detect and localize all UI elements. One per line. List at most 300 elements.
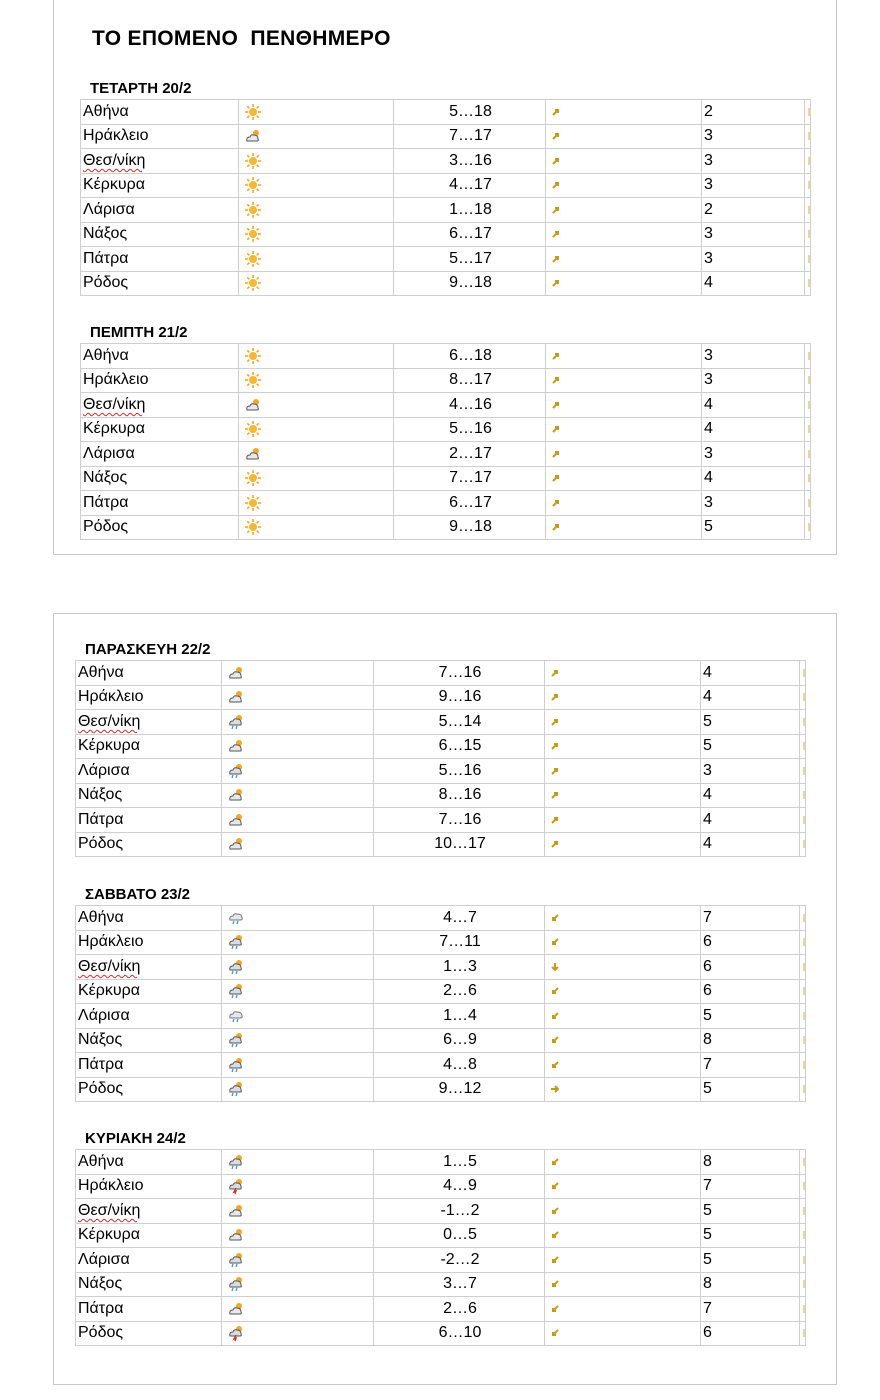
city-name: Λάρισα — [78, 1250, 130, 1268]
truncated-column-cell — [805, 442, 811, 467]
wind-arrow-ne-icon — [545, 783, 701, 808]
day-section-thursday — [80, 323, 811, 540]
truncated-column-cell — [800, 685, 806, 710]
document-title: ΤΟ ΕΠΟΜΕΝΟ ΠΕΝΘΗΜΕΡΟ — [92, 27, 391, 50]
beaufort-cell: 5 — [701, 1248, 800, 1273]
truncated-column-cell — [800, 783, 806, 808]
clipped-icon — [808, 352, 810, 360]
table-row — [76, 710, 806, 735]
wind-arrow-ne-icon — [546, 515, 702, 540]
table-row — [81, 393, 811, 418]
temperature-cell: 10…17 — [374, 832, 545, 857]
wind-arrow-sw-icon — [545, 1272, 701, 1297]
clipped-icon — [808, 450, 810, 458]
city-cell — [81, 417, 239, 442]
clipped-icon — [808, 376, 810, 384]
temperature-cell: 4…8 — [374, 1053, 545, 1078]
cloud-sun-rain-icon — [222, 930, 374, 955]
city-name: Λάρισα — [78, 761, 130, 779]
wind-arrow-ne-icon — [545, 661, 701, 686]
day-heading: ΠΕΜΠΤΗ 21/2 — [90, 324, 188, 341]
table-row — [76, 1297, 806, 1322]
table-row — [81, 173, 811, 198]
temperature-cell: 7…11 — [374, 930, 545, 955]
wind-arrow-sw-icon — [545, 930, 701, 955]
temperature-cell: 7…16 — [374, 661, 545, 686]
cloud-sun-icon — [222, 661, 374, 686]
temperature-cell: 7…17 — [394, 124, 546, 149]
wind-arrow-sw-icon — [545, 979, 701, 1004]
city-name: Αθήνα — [83, 346, 129, 364]
city-cell — [81, 247, 239, 272]
truncated-column-cell — [805, 173, 811, 198]
city-cell — [81, 222, 239, 247]
city-name: Ρόδος — [78, 835, 124, 853]
truncated-column-cell — [800, 1199, 806, 1224]
document-page-2 — [53, 613, 837, 1385]
city-cell — [76, 930, 222, 955]
beaufort-cell: 5 — [701, 1199, 800, 1224]
beaufort-cell: 2 — [702, 100, 805, 125]
cloud-sun-icon — [239, 393, 394, 418]
wind-arrow-ne-icon — [546, 271, 702, 296]
city-name: Ηράκλειο — [78, 688, 144, 706]
wind-arrow-ne-icon — [546, 222, 702, 247]
temperature-cell: 3…7 — [374, 1272, 545, 1297]
clipped-icon — [803, 791, 805, 799]
wind-arrow-sw-icon — [545, 1297, 701, 1322]
clipped-icon — [803, 1256, 805, 1264]
table-row — [81, 368, 811, 393]
table-row — [81, 466, 811, 491]
clipped-icon — [803, 767, 805, 775]
city-cell — [76, 1321, 222, 1346]
forecast-table — [75, 660, 806, 857]
city-name: Θεσ/νίκη — [78, 712, 141, 730]
city-name: Λάρισα — [83, 444, 135, 462]
city-name: Ρόδος — [83, 274, 129, 292]
table-row — [76, 1150, 806, 1175]
beaufort-cell: 5 — [701, 1004, 800, 1029]
beaufort-cell: 3 — [702, 344, 805, 369]
sun-icon — [239, 100, 394, 125]
table-row — [76, 1174, 806, 1199]
truncated-column-cell — [800, 1077, 806, 1102]
wind-arrow-ne-icon — [545, 832, 701, 857]
day-section-sunday — [75, 1129, 806, 1346]
beaufort-cell: 3 — [702, 173, 805, 198]
beaufort-cell: 3 — [701, 759, 800, 784]
city-cell — [76, 832, 222, 857]
city-name: Αθήνα — [78, 663, 124, 681]
city-cell — [81, 491, 239, 516]
sun-icon — [239, 271, 394, 296]
truncated-column-cell — [800, 930, 806, 955]
city-name: Πάτρα — [83, 249, 129, 267]
temperature-cell: 6…17 — [394, 222, 546, 247]
truncated-column-cell — [800, 808, 806, 833]
cloud-sun-rain-icon — [222, 1028, 374, 1053]
beaufort-cell: 7 — [701, 1053, 800, 1078]
sun-icon — [239, 247, 394, 272]
table-row — [76, 808, 806, 833]
temperature-cell: 4…17 — [394, 173, 546, 198]
temperature-cell: 6…9 — [374, 1028, 545, 1053]
day-heading: ΚΥΡΙΑΚΗ 24/2 — [85, 1130, 186, 1147]
clipped-icon — [808, 279, 810, 287]
city-cell — [76, 1223, 222, 1248]
table-row — [76, 1199, 806, 1224]
cloud-sun-icon — [222, 783, 374, 808]
truncated-column-cell — [800, 955, 806, 980]
city-cell — [76, 661, 222, 686]
temperature-cell: 8…17 — [394, 368, 546, 393]
beaufort-cell: 6 — [701, 979, 800, 1004]
beaufort-cell: 7 — [701, 1297, 800, 1322]
city-name: Κέρκυρα — [78, 737, 141, 755]
city-cell — [76, 710, 222, 735]
temperature-cell: 9…12 — [374, 1077, 545, 1102]
city-name: Αθήνα — [78, 1152, 124, 1170]
day-section-saturday — [75, 885, 806, 1102]
city-cell — [76, 1028, 222, 1053]
truncated-column-cell — [805, 344, 811, 369]
city-cell — [76, 1150, 222, 1175]
day-heading: ΣΑΒΒΑΤΟ 23/2 — [85, 886, 191, 903]
temperature-cell: -2…2 — [374, 1248, 545, 1273]
city-name: Ρόδος — [78, 1080, 124, 1098]
table-row — [81, 124, 811, 149]
temperature-cell: 5…16 — [374, 759, 545, 784]
wind-arrow-ne-icon — [545, 734, 701, 759]
city-name: Ρόδος — [83, 518, 129, 536]
forecast-table — [75, 905, 806, 1102]
table-row — [76, 1077, 806, 1102]
wind-arrow-ne-icon — [546, 368, 702, 393]
table-row — [81, 271, 811, 296]
city-cell — [81, 442, 239, 467]
temperature-cell: -1…2 — [374, 1199, 545, 1224]
city-cell — [76, 1199, 222, 1224]
truncated-column-cell — [800, 661, 806, 686]
temperature-cell: 6…17 — [394, 491, 546, 516]
beaufort-cell: 2 — [702, 198, 805, 223]
sun-icon — [239, 368, 394, 393]
truncated-column-cell — [805, 271, 811, 296]
table-row — [76, 734, 806, 759]
cloud-rain-icon — [222, 906, 374, 931]
beaufort-cell: 4 — [702, 417, 805, 442]
temperature-cell: 5…18 — [394, 100, 546, 125]
city-cell — [81, 198, 239, 223]
cloud-sun-icon — [222, 734, 374, 759]
table-row — [81, 515, 811, 540]
cloud-sun-rain-icon — [222, 979, 374, 1004]
city-cell — [76, 783, 222, 808]
truncated-column-cell — [800, 1150, 806, 1175]
beaufort-cell: 5 — [701, 1223, 800, 1248]
city-name: Πάτρα — [78, 1055, 124, 1073]
city-cell — [76, 685, 222, 710]
temperature-cell: 5…14 — [374, 710, 545, 735]
beaufort-cell: 4 — [701, 783, 800, 808]
beaufort-cell: 6 — [701, 1321, 800, 1346]
clipped-icon — [803, 938, 805, 946]
city-cell — [76, 1297, 222, 1322]
temperature-cell: 1…4 — [374, 1004, 545, 1029]
sun-icon — [239, 491, 394, 516]
city-cell — [81, 344, 239, 369]
beaufort-cell: 7 — [701, 1174, 800, 1199]
temperature-cell: 9…18 — [394, 515, 546, 540]
forecast-table — [75, 1149, 806, 1346]
temperature-cell: 5…17 — [394, 247, 546, 272]
clipped-icon — [803, 1231, 805, 1239]
truncated-column-cell — [805, 417, 811, 442]
day-section-wednesday — [80, 79, 811, 296]
cloud-sun-rain-icon — [222, 1150, 374, 1175]
beaufort-cell: 3 — [702, 247, 805, 272]
city-cell — [81, 368, 239, 393]
clipped-icon — [803, 1061, 805, 1069]
table-row — [76, 1321, 806, 1346]
temperature-cell: 6…18 — [394, 344, 546, 369]
table-row — [81, 417, 811, 442]
city-cell — [76, 906, 222, 931]
truncated-column-cell — [800, 1321, 806, 1346]
table-row — [76, 979, 806, 1004]
table-row — [81, 222, 811, 247]
city-name: Λάρισα — [83, 200, 135, 218]
wind-arrow-ne-icon — [546, 491, 702, 516]
beaufort-cell: 4 — [702, 271, 805, 296]
clipped-icon — [808, 425, 810, 433]
city-name: Θεσ/νίκη — [83, 395, 146, 413]
table-row — [76, 955, 806, 980]
table-row — [76, 906, 806, 931]
city-name: Θεσ/νίκη — [78, 1201, 141, 1219]
wind-arrow-ne-icon — [546, 442, 702, 467]
city-name: Κέρκυρα — [78, 1226, 141, 1244]
day-section-friday — [75, 640, 806, 857]
clipped-icon — [803, 816, 805, 824]
clipped-icon — [808, 523, 810, 531]
cloud-sun-rain-icon — [222, 759, 374, 784]
wind-arrow-sw-icon — [545, 1223, 701, 1248]
city-name: Νάξος — [83, 469, 128, 487]
cloud-sun-icon — [239, 442, 394, 467]
cloud-sun-icon — [222, 832, 374, 857]
truncated-column-cell — [800, 1297, 806, 1322]
wind-arrow-ne-icon — [546, 247, 702, 272]
temperature-cell: 7…17 — [394, 466, 546, 491]
beaufort-cell: 4 — [702, 466, 805, 491]
clipped-icon — [803, 840, 805, 848]
beaufort-cell: 8 — [701, 1150, 800, 1175]
truncated-column-cell — [805, 393, 811, 418]
cloud-sun-icon — [222, 1199, 374, 1224]
truncated-column-cell — [805, 247, 811, 272]
city-name: Ηράκλειο — [78, 933, 144, 951]
truncated-column-cell — [805, 368, 811, 393]
clipped-icon — [808, 255, 810, 263]
cloud-sun-rain-icon — [222, 1053, 374, 1078]
clipped-icon — [808, 157, 810, 165]
cloud-sun-rain-icon — [222, 1272, 374, 1297]
temperature-cell: 9…18 — [394, 271, 546, 296]
beaufort-cell: 8 — [701, 1272, 800, 1297]
clipped-icon — [803, 914, 805, 922]
city-cell — [81, 124, 239, 149]
table-row — [76, 1248, 806, 1273]
day-heading: ΤΕΤΑΡΤΗ 20/2 — [90, 80, 192, 97]
wind-arrow-ne-icon — [546, 149, 702, 174]
beaufort-cell: 3 — [702, 222, 805, 247]
beaufort-cell: 4 — [702, 393, 805, 418]
clipped-icon — [808, 206, 810, 214]
sun-icon — [239, 344, 394, 369]
beaufort-cell: 5 — [702, 515, 805, 540]
wind-arrow-ne-icon — [546, 344, 702, 369]
city-name: Νάξος — [78, 1031, 123, 1049]
city-name: Πάτρα — [83, 493, 129, 511]
city-cell — [81, 466, 239, 491]
document-page-1 — [53, 0, 837, 555]
wind-arrow-ne-icon — [546, 124, 702, 149]
sun-icon — [239, 466, 394, 491]
table-row — [81, 149, 811, 174]
clipped-icon — [803, 1280, 805, 1288]
clipped-icon — [808, 401, 810, 409]
clipped-icon — [808, 132, 810, 140]
wind-arrow-sw-icon — [545, 1028, 701, 1053]
city-name: Ηράκλειο — [78, 1177, 144, 1195]
temperature-cell: 1…5 — [374, 1150, 545, 1175]
beaufort-cell: 6 — [701, 930, 800, 955]
city-name: Νάξος — [78, 786, 123, 804]
beaufort-cell: 3 — [702, 491, 805, 516]
clipped-icon — [803, 1207, 805, 1215]
clipped-icon — [803, 1085, 805, 1093]
temperature-cell: 2…6 — [374, 1297, 545, 1322]
temperature-cell: 2…17 — [394, 442, 546, 467]
sun-icon — [239, 222, 394, 247]
temperature-cell: 6…10 — [374, 1321, 545, 1346]
cloud-sun-rain-icon — [222, 710, 374, 735]
city-cell — [76, 1004, 222, 1029]
city-name: Ρόδος — [78, 1324, 124, 1342]
cloud-sun-rain-icon — [222, 1248, 374, 1273]
beaufort-cell: 5 — [701, 710, 800, 735]
forecast-table — [80, 99, 811, 296]
city-name: Ηράκλειο — [83, 127, 149, 145]
wind-arrow-ne-icon — [545, 808, 701, 833]
wind-arrow-e-icon — [545, 1077, 701, 1102]
wind-arrow-sw-icon — [545, 1199, 701, 1224]
beaufort-cell: 4 — [701, 832, 800, 857]
table-row — [76, 1053, 806, 1078]
clipped-icon — [803, 742, 805, 750]
truncated-column-cell — [805, 491, 811, 516]
table-row — [76, 759, 806, 784]
clipped-icon — [808, 108, 810, 116]
city-cell — [76, 759, 222, 784]
table-row — [76, 930, 806, 955]
clipped-icon — [803, 1036, 805, 1044]
truncated-column-cell — [800, 1272, 806, 1297]
clipped-icon — [803, 718, 805, 726]
truncated-column-cell — [805, 149, 811, 174]
table-row — [76, 685, 806, 710]
temperature-cell: 4…16 — [394, 393, 546, 418]
table-row — [76, 1272, 806, 1297]
sun-icon — [239, 417, 394, 442]
temperature-cell: 1…18 — [394, 198, 546, 223]
city-cell — [81, 271, 239, 296]
clipped-icon — [803, 1305, 805, 1313]
temperature-cell: 5…16 — [394, 417, 546, 442]
table-row — [76, 783, 806, 808]
truncated-column-cell — [805, 515, 811, 540]
temperature-cell: 0…5 — [374, 1223, 545, 1248]
beaufort-cell: 4 — [701, 685, 800, 710]
city-cell — [76, 808, 222, 833]
clipped-icon — [808, 230, 810, 238]
sun-icon — [239, 198, 394, 223]
city-cell — [81, 173, 239, 198]
truncated-column-cell — [805, 100, 811, 125]
wind-arrow-ne-icon — [546, 100, 702, 125]
city-name: Θεσ/νίκη — [83, 151, 146, 169]
truncated-column-cell — [800, 1028, 806, 1053]
truncated-column-cell — [805, 466, 811, 491]
wind-arrow-sw-icon — [545, 1248, 701, 1273]
temperature-cell: 2…6 — [374, 979, 545, 1004]
clipped-icon — [808, 499, 810, 507]
city-name: Αθήνα — [83, 102, 129, 120]
beaufort-cell: 4 — [701, 661, 800, 686]
beaufort-cell: 5 — [701, 734, 800, 759]
truncated-column-cell — [800, 979, 806, 1004]
table-row — [81, 344, 811, 369]
cloud-sun-storm-icon — [222, 1174, 374, 1199]
wind-arrow-ne-icon — [546, 198, 702, 223]
table-row — [81, 100, 811, 125]
truncated-column-cell — [800, 1174, 806, 1199]
wind-arrow-ne-icon — [546, 417, 702, 442]
truncated-column-cell — [800, 710, 806, 735]
truncated-column-cell — [800, 1053, 806, 1078]
city-name: Νάξος — [78, 1275, 123, 1293]
temperature-cell: 6…15 — [374, 734, 545, 759]
clipped-icon — [808, 181, 810, 189]
clipped-icon — [803, 1158, 805, 1166]
beaufort-cell: 3 — [702, 368, 805, 393]
city-cell — [76, 1077, 222, 1102]
table-row — [81, 198, 811, 223]
temperature-cell: 7…16 — [374, 808, 545, 833]
clipped-icon — [803, 963, 805, 971]
cloud-sun-rain-icon — [222, 955, 374, 980]
clipped-icon — [803, 693, 805, 701]
table-row — [76, 661, 806, 686]
temperature-cell: 8…16 — [374, 783, 545, 808]
wind-arrow-ne-icon — [546, 173, 702, 198]
sun-icon — [239, 149, 394, 174]
cloud-sun-icon — [222, 1223, 374, 1248]
wind-arrow-s-icon — [545, 955, 701, 980]
city-name: Αθήνα — [78, 908, 124, 926]
